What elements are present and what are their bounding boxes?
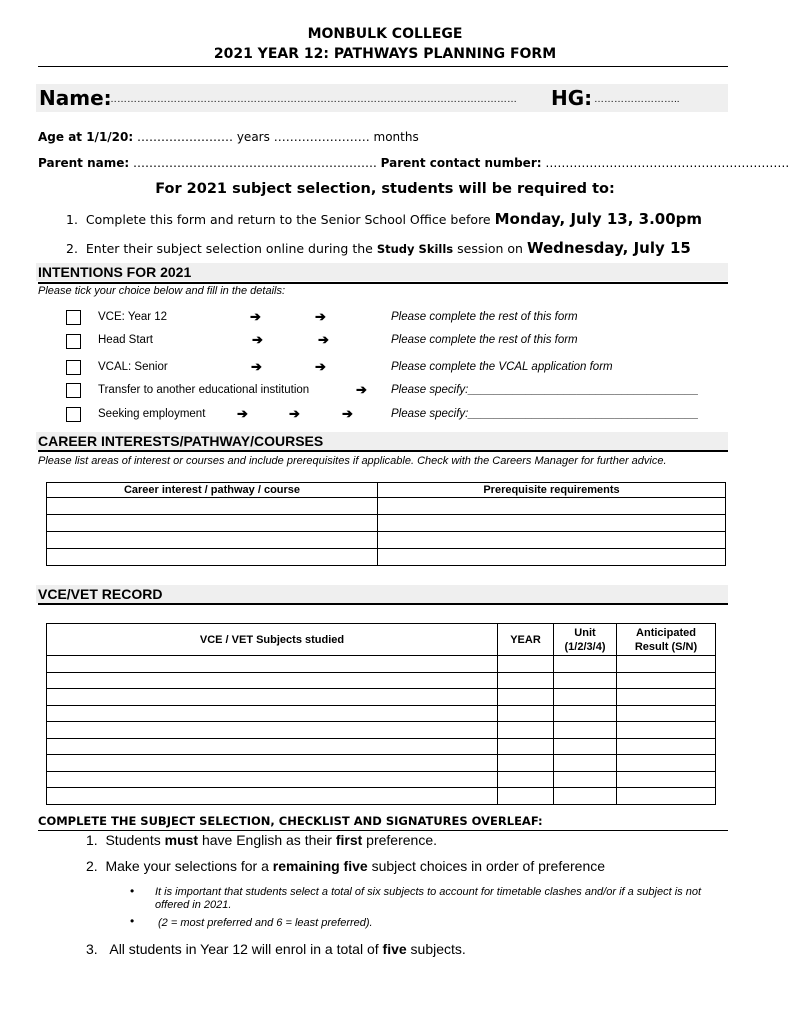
option-label: Transfer to another educational institution — [98, 384, 310, 396]
table-cell[interactable] — [617, 722, 716, 739]
parent-name-field[interactable]: ……………………………………………………. — [133, 156, 377, 170]
age-label: Age at 1/1/20: — [38, 130, 134, 144]
age-months-field[interactable]: …………………… — [273, 130, 370, 144]
table-cell[interactable] — [47, 689, 498, 706]
age-years-field[interactable]: …………………… — [137, 130, 233, 144]
table-cell[interactable] — [617, 738, 716, 755]
arrow-right-icon: ➔ — [315, 309, 326, 324]
table-cell[interactable] — [378, 532, 726, 549]
unit-range: (1/2/3/4) — [564, 640, 606, 653]
result-range: Result (S/N) — [634, 640, 698, 653]
table-cell[interactable] — [498, 689, 554, 706]
hg-field[interactable]: …………………….. — [594, 94, 680, 105]
table-cell[interactable] — [617, 705, 716, 722]
instruction-1-text-c: have English as their — [201, 832, 332, 848]
arrow-right-icon: ➔ — [250, 309, 261, 324]
table-row — [47, 705, 716, 722]
intentions-title: INTENTIONS FOR 2021 — [36, 263, 728, 281]
table-cell[interactable] — [47, 549, 378, 566]
year-column-header: YEAR — [498, 624, 554, 656]
option-note-specify[interactable]: Please specify:____________________________________ — [391, 384, 699, 396]
years-label: years — [236, 130, 270, 144]
table-cell[interactable] — [47, 656, 498, 673]
table-row — [47, 549, 726, 566]
table-cell[interactable] — [498, 672, 554, 689]
table-cell[interactable] — [47, 705, 498, 722]
requirement-2 — [66, 239, 691, 257]
checkbox-transfer[interactable] — [66, 383, 81, 398]
table-cell[interactable] — [554, 672, 617, 689]
table-cell[interactable] — [47, 771, 498, 788]
table-cell[interactable] — [378, 549, 726, 566]
requirements-heading: For 2021 subject selection, students will be required to: — [155, 181, 615, 197]
table-cell[interactable] — [47, 498, 378, 515]
instruction-3-text-a: All students in Year 12 will enrol in a total of — [109, 941, 379, 957]
table-cell[interactable] — [378, 515, 726, 532]
instruction-3 — [86, 941, 466, 957]
checkbox-vce[interactable] — [66, 310, 81, 325]
instruction-2-text-a: Make your selections for a — [105, 858, 269, 874]
instruction-1-number: 1. — [86, 832, 106, 848]
career-table — [46, 482, 726, 566]
requirement-1-number: 1. — [66, 212, 86, 227]
option-label: VCE: Year 12 — [98, 311, 168, 323]
table-header-row — [47, 624, 716, 656]
requirement-2-mid: session on — [457, 241, 523, 256]
instruction-1-first: first — [335, 832, 363, 848]
option-note: Please complete the rest of this form — [391, 311, 578, 323]
table-row — [47, 515, 726, 532]
parent-line — [38, 156, 789, 170]
option-label: Seeking employment — [98, 408, 206, 420]
instruction-2-number: 2. — [86, 858, 106, 874]
career-instruction: Please list areas of interest or courses and include prerequisites if applicable. Check with the Careers Manager for further advice. — [38, 455, 667, 467]
bullet-icon: • — [130, 884, 135, 898]
table-cell[interactable] — [554, 755, 617, 772]
table-row — [47, 498, 726, 515]
table-cell[interactable] — [47, 755, 498, 772]
instruction-1-text-a: Students — [105, 832, 161, 848]
table-cell[interactable] — [554, 788, 617, 805]
table-row — [47, 722, 716, 739]
table-row — [47, 672, 716, 689]
arrow-right-icon: ➔ — [318, 332, 329, 347]
table-cell[interactable] — [554, 738, 617, 755]
vce-rule — [38, 603, 728, 605]
arrow-right-icon: ➔ — [289, 406, 300, 421]
table-cell[interactable] — [498, 755, 554, 772]
instruction-3-number: 3. — [86, 941, 110, 957]
name-field[interactable]: …………………………………………………………………………………………………………… — [107, 94, 517, 105]
option-note-specify[interactable]: Please specify:____________________________________ — [391, 408, 699, 420]
career-rule — [38, 450, 728, 452]
arrow-right-icon: ➔ — [315, 359, 326, 374]
arrow-right-icon: ➔ — [237, 406, 248, 421]
requirement-1 — [66, 210, 702, 228]
prerequisite-column-header: Prerequisite requirements — [378, 483, 726, 498]
table-cell[interactable] — [498, 722, 554, 739]
bullet-1: It is important that students select a total of six subjects to account for timetable clashes and/or if a subject is not offered in 2021. — [155, 886, 701, 911]
table-cell[interactable] — [617, 755, 716, 772]
instruction-2 — [86, 858, 605, 874]
table-cell[interactable] — [554, 771, 617, 788]
instruction-2-text-c: subject choices in order of preference — [371, 858, 606, 874]
table-cell[interactable] — [554, 722, 617, 739]
hg-label: HG: — [551, 86, 593, 110]
table-cell[interactable] — [498, 705, 554, 722]
result-label: Anticipated — [636, 626, 696, 639]
header-rule — [38, 66, 728, 67]
table-row — [47, 788, 716, 805]
age-line — [38, 130, 419, 144]
table-cell[interactable] — [617, 656, 716, 673]
table-row — [47, 656, 716, 673]
checkbox-vcal[interactable] — [66, 360, 81, 375]
table-row — [47, 755, 716, 772]
requirement-2-session: Study Skills — [376, 242, 454, 256]
table-cell[interactable] — [47, 532, 378, 549]
requirement-2-text: Enter their subject selection online during the — [85, 241, 373, 256]
checkbox-head-start[interactable] — [66, 334, 81, 349]
parent-contact-field[interactable]: ……………………………………………………. — [545, 156, 789, 170]
table-row — [47, 771, 716, 788]
table-cell[interactable] — [554, 656, 617, 673]
result-column-header — [617, 624, 716, 656]
intentions-instruction: Please tick your choice below and fill in the details: — [38, 285, 286, 297]
table-cell[interactable] — [554, 689, 617, 706]
table-row — [47, 689, 716, 706]
parent-contact-label: Parent contact number: — [380, 156, 542, 170]
college-name: MONBULK COLLEGE — [307, 26, 463, 42]
table-cell[interactable] — [617, 771, 716, 788]
table-cell[interactable] — [47, 738, 498, 755]
table-cell[interactable] — [617, 788, 716, 805]
table-cell[interactable] — [554, 705, 617, 722]
table-cell[interactable] — [47, 515, 378, 532]
parent-name-label: Parent name: — [38, 156, 130, 170]
unit-column-header — [554, 624, 617, 656]
table-cell[interactable] — [498, 788, 554, 805]
subjects-column-header: VCE / VET Subjects studied — [47, 624, 498, 656]
unit-label: Unit — [574, 626, 596, 639]
requirement-2-date: Wednesday, July 15 — [526, 239, 691, 257]
option-label: Head Start — [98, 334, 153, 346]
career-column-header: Career interest / pathway / course — [47, 483, 378, 498]
option-label: VCAL: Senior — [98, 361, 168, 373]
months-label: months — [373, 130, 419, 144]
intentions-rule — [38, 282, 728, 284]
name-label: Name: — [39, 86, 112, 110]
table-cell[interactable] — [47, 788, 498, 805]
table-cell[interactable] — [617, 672, 716, 689]
instruction-1-text-e: preference. — [366, 832, 437, 848]
checkbox-employment[interactable] — [66, 407, 81, 422]
table-cell[interactable] — [47, 722, 498, 739]
requirement-1-deadline: Monday, July 13, 3.00pm — [494, 210, 703, 228]
instruction-2-remaining-five: remaining five — [272, 858, 368, 874]
requirement-1-text: Complete this form and return to the Senior School Office before — [85, 212, 491, 227]
table-cell[interactable] — [498, 771, 554, 788]
arrow-right-icon: ➔ — [356, 382, 367, 397]
instruction-1-must: must — [164, 832, 199, 848]
table-cell[interactable] — [47, 672, 498, 689]
vce-table — [46, 623, 716, 805]
career-title: CAREER INTERESTS/PATHWAY/COURSES — [36, 432, 728, 450]
arrow-right-icon: ➔ — [252, 332, 263, 347]
option-note: Please complete the VCAL application form — [391, 361, 613, 373]
table-row — [47, 738, 716, 755]
instruction-3-text-c: subjects. — [410, 941, 466, 957]
table-cell[interactable] — [498, 738, 554, 755]
complete-rule — [38, 830, 728, 831]
option-note: Please complete the rest of this form — [391, 334, 578, 346]
bullet-2: (2 = most preferred and 6 = least preferred). — [158, 917, 373, 929]
table-header-row — [47, 483, 726, 498]
instruction-1 — [86, 832, 437, 848]
table-cell[interactable] — [498, 656, 554, 673]
instruction-3-five: five — [382, 941, 407, 957]
complete-title: COMPLETE THE SUBJECT SELECTION, CHECKLIST AND SIGNATURES OVERLEAF: — [38, 814, 543, 828]
table-row — [47, 532, 726, 549]
form-title: 2021 YEAR 12: PATHWAYS PLANNING FORM — [213, 46, 557, 62]
arrow-right-icon: ➔ — [251, 359, 262, 374]
arrow-right-icon: ➔ — [342, 406, 353, 421]
table-cell[interactable] — [378, 498, 726, 515]
requirement-2-number: 2. — [66, 241, 86, 256]
table-cell[interactable] — [617, 689, 716, 706]
bullet-icon: • — [130, 914, 135, 928]
vce-title: VCE/VET RECORD — [36, 585, 728, 603]
